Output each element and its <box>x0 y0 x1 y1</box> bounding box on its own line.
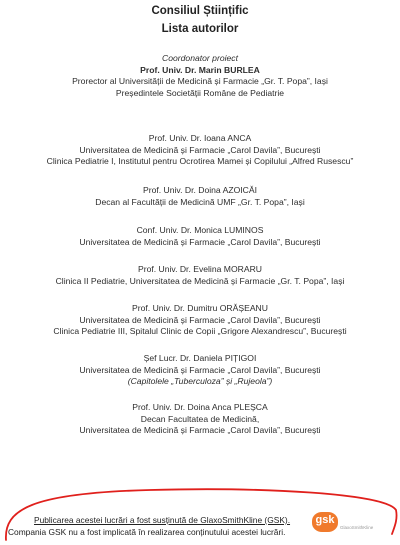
coordinator-line: Prorector al Universității de Medicină și Farmacie „Gr. T. Popa”, Iași <box>72 76 328 86</box>
author-name: Prof. Univ. Dr. Doina AZOICĂI <box>143 185 257 195</box>
author-affiliation: Universitatea de Medicină și Farmacie „Carol Davila”, București <box>79 425 321 435</box>
author-affiliation: Universitatea de Medicină și Farmacie „Carol Davila”, București <box>79 314 321 325</box>
gsk-wordmark: GlaxoSmithKline <box>340 525 374 530</box>
author-affiliation: Decan al Facultății de Medicină UMF „Gr. T. Popa”, Iași <box>95 196 305 207</box>
author-affiliation: Universitatea de Medicină și Farmacie „Carol Davila”, București <box>79 364 321 375</box>
page-subtitle: Lista autorilor <box>161 23 239 35</box>
author-note: (Capitolele „Tuberculoza” și „Rujeola”) <box>127 376 273 386</box>
author-name: Conf. Univ. Dr. Monica LUMINOS <box>136 225 264 235</box>
author-affiliation: Universitatea de Medicină și Farmacie „Carol Davila”, București <box>79 144 321 155</box>
sponsor-notice: Publicarea acestei lucrări a fost susținută de GlaxoSmithKline (GSK). <box>34 515 291 525</box>
author-affiliation: Clinica Pediatrie III, Spitalul Clinic de Copii „Grigore Alexandrescu”, București <box>53 326 347 336</box>
coordinator-line: Președintele Societății Române de Pediatrie <box>115 87 285 98</box>
gsk-logo-text: gsk <box>315 514 335 526</box>
author-affiliation: Clinica II Pediatrie, Universitatea de Medicină și Farmacie „Gr. T. Popa”, Iași <box>55 275 345 286</box>
author-name: Șef Lucr. Dr. Daniela PIȚIGOI <box>143 353 257 363</box>
author-name: Prof. Univ. Dr. Evelina MORARU <box>137 264 262 274</box>
author-name: Prof. Univ. Dr. Dumitru ORĂȘEANU <box>132 303 268 313</box>
page-title: Consiliul Științific <box>151 5 249 17</box>
coordinator-name: Prof. Univ. Dr. Marin BURLEA <box>140 64 260 75</box>
coordinator-role: Coordonator proiect <box>162 53 238 63</box>
author-name: Prof. Univ. Dr. Doina Anca PLEȘCA <box>132 402 268 412</box>
author-name: Prof. Univ. Dr. Ioana ANCA <box>148 133 252 143</box>
author-affiliation: Clinica Pediatrie I, Institutul pentru Ocrotirea Mamei și Copilului „Alfred Rusescu” <box>46 156 354 166</box>
author-affiliation: Decan Facultatea de Medicină, <box>140 413 260 424</box>
author-affiliation: Universitatea de Medicină și Farmacie „Carol Davila”, București <box>79 236 321 247</box>
gsk-logo-icon <box>312 512 338 532</box>
sponsor-disclaimer: Compania GSK nu a fost implicată în realizarea conținutului acestei lucrări. <box>8 527 286 537</box>
